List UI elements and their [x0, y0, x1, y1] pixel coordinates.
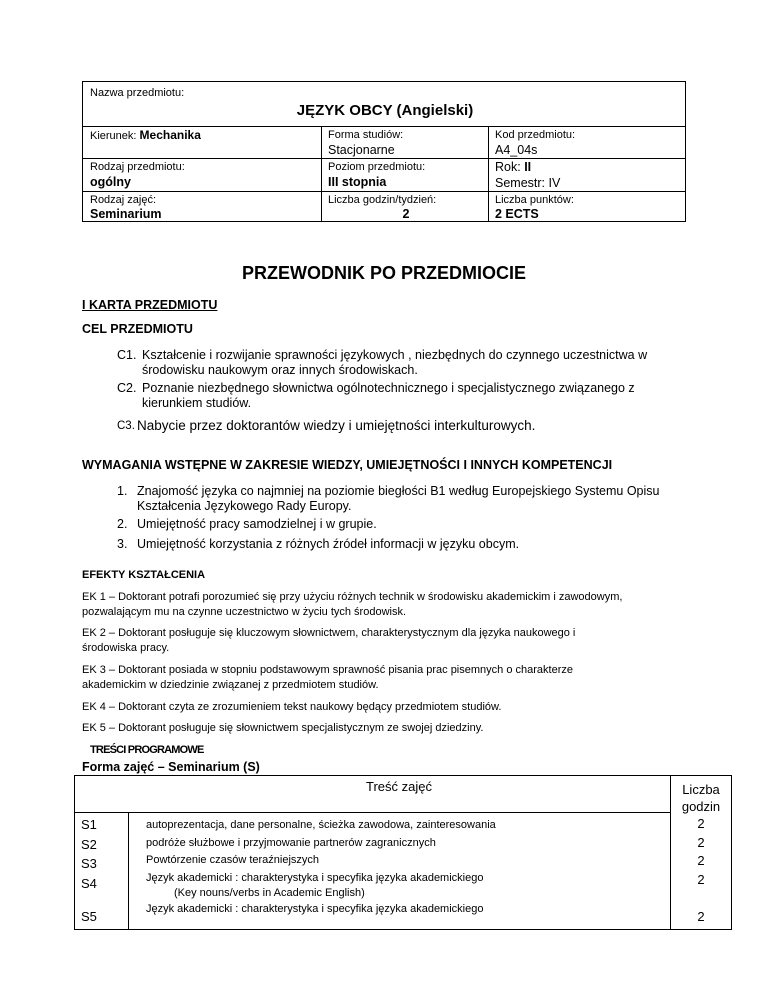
row-code: S4 — [81, 876, 97, 891]
cel-c2-line1: Poznanie niezbędnego słownictwa ogólnotechnicznego i specjalistycznego związanego z — [142, 381, 635, 395]
row-text: Język akademicki : charakterystyka i specyfika języka akademickiego — [146, 872, 484, 884]
wym-3-line1: Umiejętność korzystania z różnych źródeł informacji w języku obcym. — [137, 537, 520, 551]
wym-2-line1: Umiejętność pracy samodzielnej i w grupie. — [137, 517, 377, 531]
row-text-secondary: (Key nouns/verbs in Academic English) — [174, 887, 365, 899]
wym-1-num: 1. — [117, 484, 128, 498]
forma-cell — [321, 126, 489, 159]
punkty-cell — [488, 191, 686, 222]
cel-c1-num: C1. — [117, 348, 137, 362]
ek1-line2: pozwalającym mu na czynne uczestnictwo w życiu tych środowisk. — [82, 606, 407, 618]
row-text: Powtórzenie czasów teraźniejszych — [146, 854, 320, 866]
rodzaj-przedmiotu-value: ogólny — [90, 175, 131, 189]
poziom-value: III stopnia — [328, 175, 387, 189]
forma-label: Forma studiów: — [328, 129, 404, 141]
row-text: autoprezentacja, dane personalne, ścieżka zawodowa, zainteresowania — [146, 819, 496, 831]
wymagania-heading: WYMAGANIA WSTĘPNE W ZAKRESIE WIEDZY, UMIEJĘTNOŚCI I INNYCH KOMPETENCJI — [82, 458, 613, 472]
kod-value: A4_04s — [495, 143, 538, 157]
rok-label: Rok: — [495, 160, 521, 174]
row-code: S1 — [81, 817, 97, 832]
ek5-line1: EK 5 – Doktorant posługuje się słownictwem specjalistycznym ze swojej dziedziny. — [82, 722, 484, 734]
semestr-value: Semestr: IV — [495, 176, 561, 190]
row-text: Język akademicki : charakterystyka i specyfika języka akademickiego — [146, 903, 484, 915]
ek4-line1: EK 4 – Doktorant czyta ze zrozumieniem tekst naukowy będący przedmiotem studiów. — [82, 701, 502, 713]
cel-c3-line1: Nabycie przez doktorantów wiedzy i umiejętności interkulturowych. — [137, 418, 536, 433]
wym-1-line2: Kształcenia Językowego Rady Europy. — [137, 499, 352, 513]
table-header-godzin: godzin — [681, 799, 721, 814]
row-hours: 2 — [697, 816, 705, 831]
row-code: S3 — [81, 856, 97, 871]
rodzaj-zajec-value: Seminarium — [90, 207, 162, 221]
rodzaj-przedmiotu-cell — [82, 158, 322, 192]
rodzaj-zajec-cell — [82, 191, 322, 222]
kierunek-label: Kierunek: — [90, 130, 137, 142]
row-hours: 2 — [697, 853, 705, 868]
wym-2-num: 2. — [117, 517, 128, 531]
kierunek-value: Mechanika — [139, 128, 201, 142]
main-title: PRZEWODNIK PO PRZEDMIOCIE — [241, 263, 526, 283]
cel-c2-num: C2. — [117, 381, 137, 395]
kod-cell — [488, 126, 686, 159]
forma-zajec-heading: Forma zajęć – Seminarium (S) — [82, 760, 260, 774]
kierunek-cell — [82, 126, 322, 159]
rodzaj-zajec-label: Rodzaj zajęć: — [90, 194, 157, 206]
forma-value: Stacjonarne — [328, 143, 395, 157]
nazwa-label: Nazwa przedmiotu: — [90, 87, 185, 99]
cel-c1-line2: środowisku naukowym oraz innych środowiskach. — [142, 363, 418, 377]
rodzaj-przedmiotu-label: Rodzaj przedmiotu: — [90, 161, 185, 173]
cel-c1-line1: Kształcenie i rozwijanie sprawności językowych , niezbędnych do czynnego uczestnictwa w — [142, 348, 648, 362]
godziny-cell — [321, 191, 489, 222]
tresci-heading: TREŚCI PROGRAMOWE — [90, 744, 204, 756]
row-hours: 2 — [697, 835, 705, 850]
cel-heading: CEL PRZEDMIOTU — [82, 322, 193, 336]
ek2-line2: środowiska pracy. — [82, 642, 170, 654]
header-name-box — [82, 81, 686, 127]
efekty-heading: EFEKTY KSZTAŁCENIA — [82, 569, 206, 581]
ek3-line2: akademickim w dziedzinie związanej z przedmiotem studiów. — [82, 679, 379, 691]
rok-cell — [488, 158, 686, 192]
table-header-liczba: Liczba — [682, 782, 720, 797]
godziny-value: 2 — [402, 207, 410, 221]
wym-1-line1: Znajomość języka co najmniej na poziomie biegłości B1 według Europejskiego Systemu Opisu — [137, 484, 660, 498]
godziny-label: Liczba godzin/tydzień: — [328, 194, 437, 206]
table-header-tresc: Treść zajęć — [366, 779, 432, 794]
row-code: S5 — [81, 909, 97, 924]
ek1-line1: EK 1 – Doktorant potrafi porozumieć się przy użyciu różnych technik w środowisku akademickim i zawodowym, — [82, 591, 623, 603]
row-hours: 2 — [697, 909, 705, 924]
poziom-cell — [321, 158, 489, 192]
wym-3-num: 3. — [117, 537, 128, 551]
cel-c3-num: C3. — [117, 420, 135, 432]
punkty-label: Liczba punktów: — [495, 194, 574, 206]
karta-heading: I KARTA PRZEDMIOTU — [82, 298, 218, 312]
cel-c2-line2: kierunkiem studiów. — [142, 396, 252, 410]
kod-label: Kod przedmiotu: — [495, 129, 576, 141]
course-title: JĘZYK OBCY (Angielski) — [296, 102, 474, 119]
row-hours: 2 — [697, 872, 705, 887]
rok-value: II — [524, 160, 532, 174]
ek2-line1: EK 2 – Doktorant posługuje się kluczowym słownictwem, charakterystycznym dla języka naukowego i — [82, 627, 576, 639]
row-text: podróże służbowe i przyjmowanie partnerów zagranicznych — [146, 837, 436, 849]
row-code: S2 — [81, 837, 97, 852]
ek3-line1: EK 3 – Doktorant posiada w stopniu podstawowym sprawność pisania prac pisemnych o charakterze — [82, 664, 573, 676]
poziom-label: Poziom przedmiotu: — [328, 161, 426, 173]
punkty-value: 2 ECTS — [495, 207, 539, 221]
